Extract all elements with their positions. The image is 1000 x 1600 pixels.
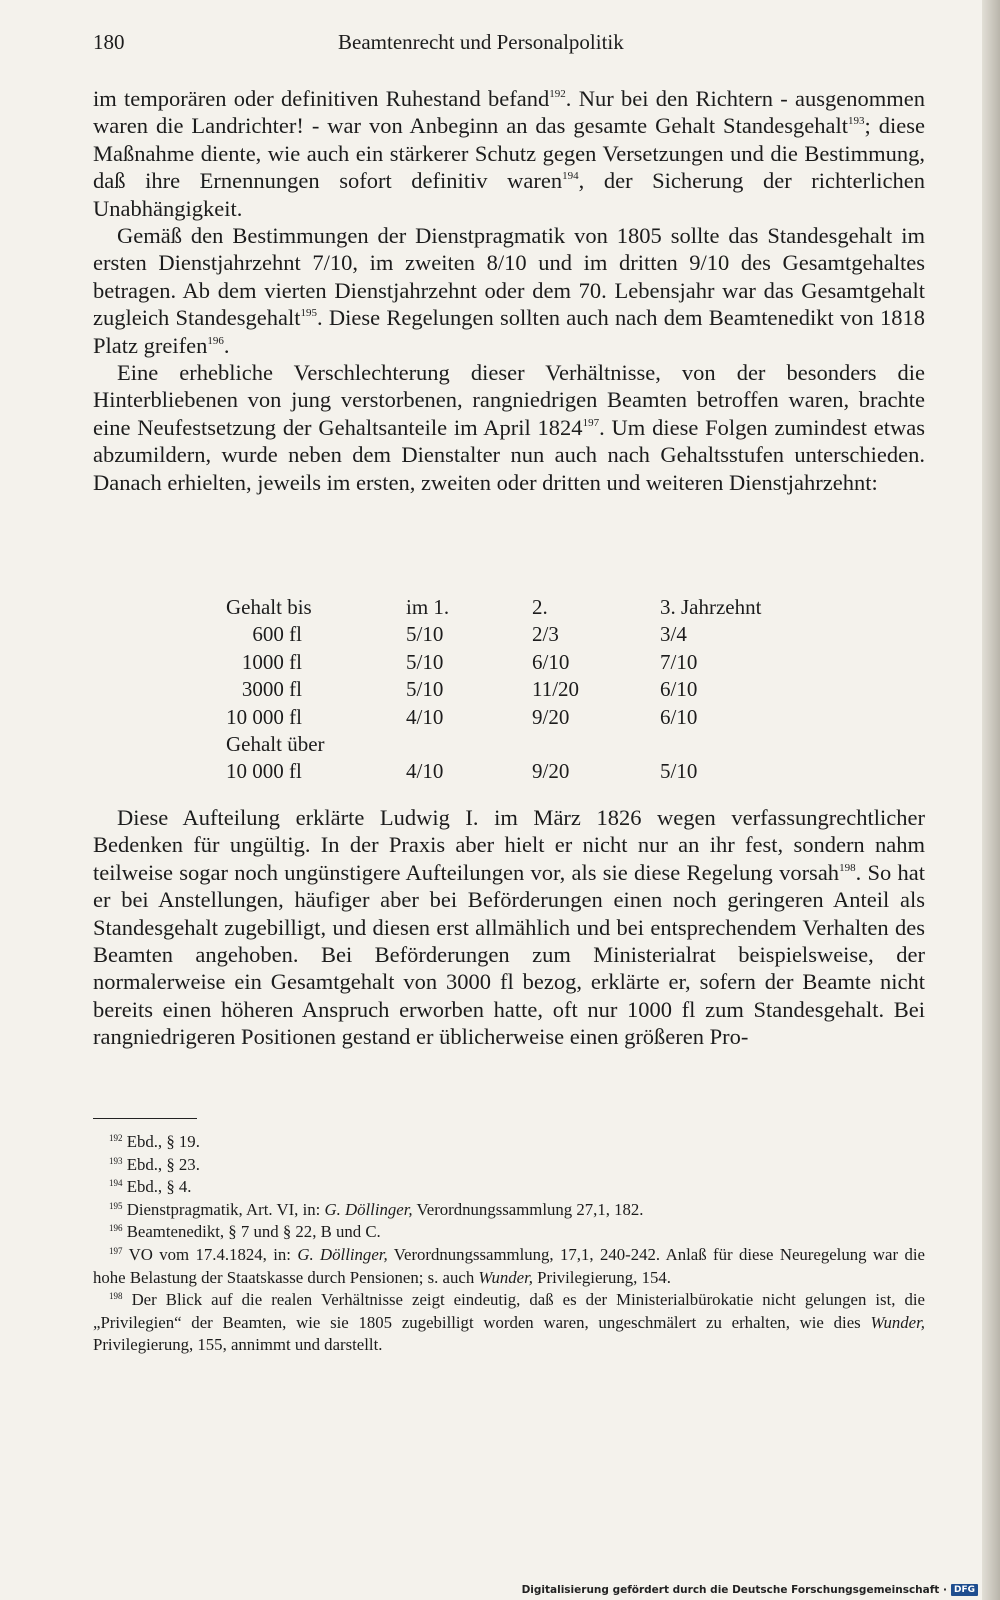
footnote	[93, 1176, 925, 1199]
table-row	[226, 758, 761, 785]
footnote-ref: 194	[562, 170, 579, 183]
digitization-footer	[522, 1584, 978, 1596]
footnote-number: 192	[109, 1133, 123, 1143]
table-row	[226, 676, 761, 703]
author-name: G. Döllinger,	[297, 1244, 388, 1264]
text-run: Dienstpragmatik, Art. VI, in:	[126, 1199, 325, 1219]
table-header-cell: 2.	[532, 595, 548, 619]
footnote-divider	[93, 1118, 197, 1119]
footnotes	[93, 1131, 925, 1357]
footnote	[93, 1221, 925, 1244]
footnote-number: 196	[109, 1223, 123, 1234]
table-row	[226, 704, 761, 731]
footnote-number: 198	[109, 1291, 123, 1302]
table-cell: 5/10	[660, 759, 698, 784]
text-run: Ebd., § 19.	[126, 1132, 200, 1151]
footnote	[93, 1244, 925, 1289]
text-run: Privilegierung, 154.	[532, 1267, 671, 1287]
salary-table	[226, 594, 761, 786]
text-run: Beamtenedikt, § 7 und § 22, B und C.	[126, 1222, 381, 1242]
text-run: Ebd., § 23.	[126, 1154, 200, 1174]
table-cell: 3000 fl	[241, 677, 302, 702]
text-run: Verordnungssammlung 27,1, 182.	[412, 1199, 644, 1219]
table-row	[226, 731, 761, 758]
text-run: Eine erhebliche Verschlechterung dieser Verhältnisse, von der besonders die Hinterbliebenen von jung verstorbenen, rangniedrigen Beamten betroffen waren, brachte eine Neufestsetzung der Gehaltsanteile im April 1824	[93, 360, 925, 440]
footnote-ref: 192	[549, 88, 566, 100]
table-cell: 2/3	[532, 622, 559, 647]
footnote	[93, 1199, 925, 1222]
text-run: , der Sicherung der richterlichen Unabhängigkeit.	[93, 168, 925, 221]
table-header-cell: Gehalt bis	[226, 595, 312, 619]
table-header-cell: im 1.	[406, 595, 450, 619]
table-cell: 5/10	[406, 649, 444, 674]
footnote-ref: 197	[582, 416, 600, 429]
text-run: Gemäß den Bestimmungen der Dienstpragmatik von 1805 sollte das Standesgehalt im ersten Dienstjahrzehnt 7/10, im zweiten 8/10 und im dritten 9/10 des Gesamtgehaltes betragen. Ab dem vierten Dienstjahrzehnt oder dem 70. Lebensjahr war das Gesamtgehalt zugleich Standesgehalt	[93, 223, 925, 331]
text-run: im temporären oder definitiven Ruhestand befand	[93, 86, 550, 111]
paragraph	[93, 85, 925, 222]
table-header-cell: 3. Jahrzehnt	[660, 595, 762, 619]
text-run: ; diese Maßnahme diente, wie auch ein stärkerer Schutz gegen Versetzungen und die Bestimmung, daß ihre Ernennungen sofort definitiv waren	[93, 113, 925, 194]
page-number: 180	[93, 30, 125, 54]
table-cell: 1000 fl	[241, 649, 302, 674]
footer-text: Digitalisierung gefördert durch die Deutsche Forschungsgemeinschaft ·	[521, 1584, 947, 1596]
table-cell: 3/4	[660, 622, 687, 647]
running-title: Beamtenrecht und Personalpolitik	[338, 30, 624, 54]
text-run: . Nur bei den Richtern - ausgenommen waren die Landrichter! - war von Anbeginn an das gesamte Gehalt Standesgehalt	[93, 86, 926, 139]
table-cell: Gehalt über	[226, 732, 325, 757]
table-cell: 6/10	[660, 677, 698, 702]
page-header	[93, 30, 913, 64]
footnote-ref: 196	[207, 334, 224, 347]
author-name: Wunder,	[870, 1312, 925, 1332]
paragraph	[93, 222, 925, 359]
table-cell: 600 fl	[252, 622, 302, 647]
text-run: . Diese Regelungen sollten auch nach dem Beamtenedikt von 1818 Platz greifen	[93, 305, 925, 358]
text-run: Verordnungssammlung, 17,1, 240-242. Anlaß für diese Neuregelung war die hohe Belastung der Staatskasse durch Pensionen; s. auch	[93, 1244, 925, 1287]
footnote-number: 197	[109, 1245, 123, 1256]
table-cell: 10 000 fl	[226, 759, 302, 784]
text-run: Der Blick auf die realen Verhältnisse zeigt eindeutig, daß es der Ministerialbürokatie nicht gelungen ist, die „Privilegien“ der Beamten, wie sie 1805 zugebilligt worden waren, ungeschmälert zu erhalten, wie dies	[93, 1290, 926, 1332]
table-cell: 6/10	[660, 704, 698, 729]
body-text-bottom	[93, 804, 925, 1051]
footnote	[93, 1131, 925, 1154]
text-run: Diese Aufteilung erklärte Ludwig I. im März 1826 wegen verfassungrechtlicher Bedenken für ungültig. In der Praxis aber hielt er nicht nur an ihr fest, sondern nahm teilweise sogar noch ungünstigere Aufteilungen vor, als sie diese Regelung vorsah	[93, 805, 925, 885]
dfg-logo: DFG	[951, 1584, 978, 1596]
footnote-number: 194	[109, 1178, 123, 1189]
table-cell: 6/10	[532, 649, 570, 674]
author-name: G. Döllinger,	[324, 1199, 413, 1219]
table-cell: 9/20	[532, 704, 570, 729]
text-run: . So hat er bei Anstellungen, häufiger aber bei Beförderungen einen noch geringeren Anteil als Standesgehalt zugebilligt, und diesen erst allmählich und bei entsprechendem Verhalten des Beamten angehoben. Bei Beförderungen zum Ministerialrat beispielsweise, der normalerweise ein Gesamtgehalt von 3000 fl bezog, erklärte er, sofern der Beamte nicht bereits einen höheren Anspruch erworben hatte, oft nur 1000 fl zum Standesgehalt. Bei rangniedrigeren Positionen gestand er üblicherweise einen größeren Pro-	[93, 859, 925, 1050]
table-cell: 5/10	[406, 622, 444, 647]
author-name: Wunder,	[478, 1267, 533, 1287]
table-cell: 5/10	[406, 677, 444, 702]
table-cell: 4/10	[406, 704, 444, 729]
table-row	[226, 649, 761, 676]
table-cell: 4/10	[406, 759, 444, 784]
body-text-top	[93, 85, 925, 496]
footnote-ref: 193	[848, 115, 865, 128]
table-header-row	[226, 594, 761, 621]
text-run: Ebd., § 4.	[126, 1177, 192, 1197]
paragraph	[93, 359, 925, 496]
text-run: Privilegierung, 155, annimmt und darstellt.	[93, 1335, 383, 1355]
table-cell: 10 000 fl	[226, 704, 302, 729]
text-run: .	[223, 332, 230, 358]
text-run: . Um diese Folgen zumindest etwas abzumildern, wurde neben dem Dienstalter nun auch nach Gehaltsstufen unterschieden. Danach erhielten, jeweils im ersten, zweiten oder dritten und weiteren Dienstjahrzehnt:	[93, 414, 926, 495]
text-run: VO vom 17.4.1824, in:	[128, 1244, 298, 1264]
paragraph	[93, 804, 925, 1051]
footnote-ref: 198	[839, 861, 856, 874]
table-cell: 11/20	[532, 677, 580, 702]
footnote	[93, 1289, 925, 1357]
footnote-number: 193	[109, 1155, 123, 1166]
footnote-number: 195	[109, 1200, 123, 1211]
table-cell: 7/10	[660, 649, 698, 674]
page-edge-shadow	[982, 0, 1000, 1600]
table-cell: 9/20	[532, 759, 570, 784]
table-row	[226, 621, 761, 648]
footnote	[93, 1154, 925, 1177]
footnote-ref: 195	[300, 307, 317, 320]
